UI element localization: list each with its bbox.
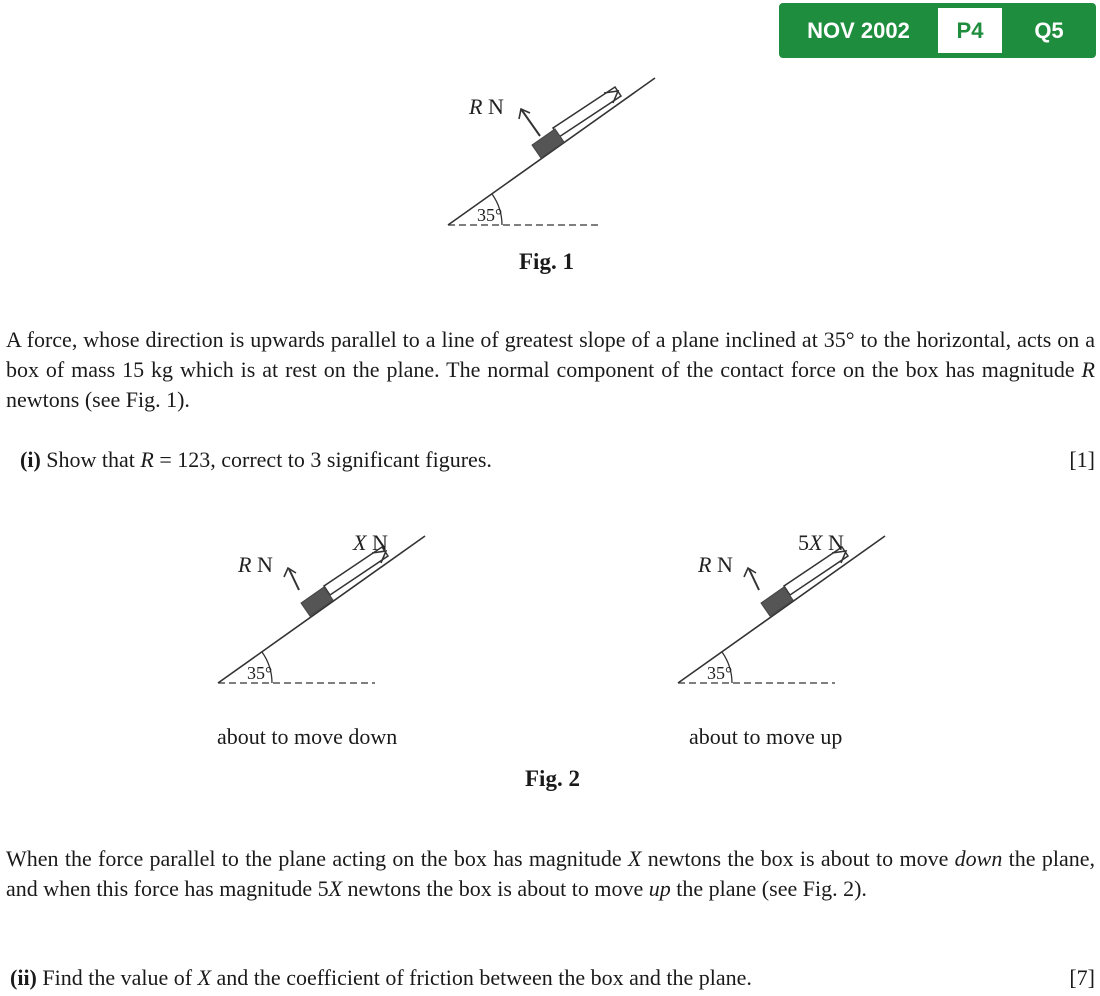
figure-1-diagram — [440, 70, 670, 235]
subcaption-up: about to move up — [689, 724, 843, 749]
second-paragraph: When the force parallel to the plane acting on the box has magnitude X newtons the box is about to move down the plane, and when this force has magnitude 5X newtons the box is about to move up the plane (see Fig. 2). — [6, 846, 1095, 901]
part-ii: (ii) Find the value of X and the coefficient of friction between the box and the plane. [7] — [10, 963, 1095, 993]
5x-force-label: 5X N — [798, 530, 844, 555]
question-label: Q5 — [1034, 18, 1064, 43]
normal-reaction-arrow — [521, 109, 540, 136]
r-label: R N — [698, 552, 733, 577]
figure-2-left-diagram — [210, 520, 460, 690]
part-ii-number: (ii) — [10, 965, 37, 990]
part-ii-marks: [7] — [1069, 965, 1095, 990]
part-i-marks: [1] — [1069, 447, 1095, 472]
question-badge — [779, 3, 1096, 58]
figure-2-right-diagram — [670, 520, 920, 690]
r-label: R N — [238, 552, 273, 577]
angle-label: 35° — [707, 663, 733, 683]
paper-label: P4 — [938, 8, 1002, 53]
angle-label: 35° — [477, 205, 503, 225]
intro-paragraph: A force, whose direction is upwards parallel to a line of greatest slope of a plane inclined at 35° to the horizontal, acts on a box of mass 15 kg which is at rest on the plane. The normal component of the contact force on the box has magnitude R newtons (see Fig. 1). — [6, 327, 1095, 412]
subcaption-down: about to move down — [217, 724, 398, 749]
session-label: NOV 2002 — [807, 18, 910, 43]
part-i-number: (i) — [20, 447, 41, 472]
part-i: (i) Show that R = 123, correct to 3 significant figures. [1] — [20, 445, 1095, 475]
figure-1-caption: Fig. 1 — [519, 249, 574, 274]
r-label: R N — [469, 94, 504, 119]
applied-force-arrow — [553, 87, 621, 137]
box — [532, 129, 564, 158]
angle-label: 35° — [247, 663, 273, 683]
figure-2-caption: Fig. 2 — [525, 766, 580, 791]
x-force-label: X N — [353, 530, 388, 555]
